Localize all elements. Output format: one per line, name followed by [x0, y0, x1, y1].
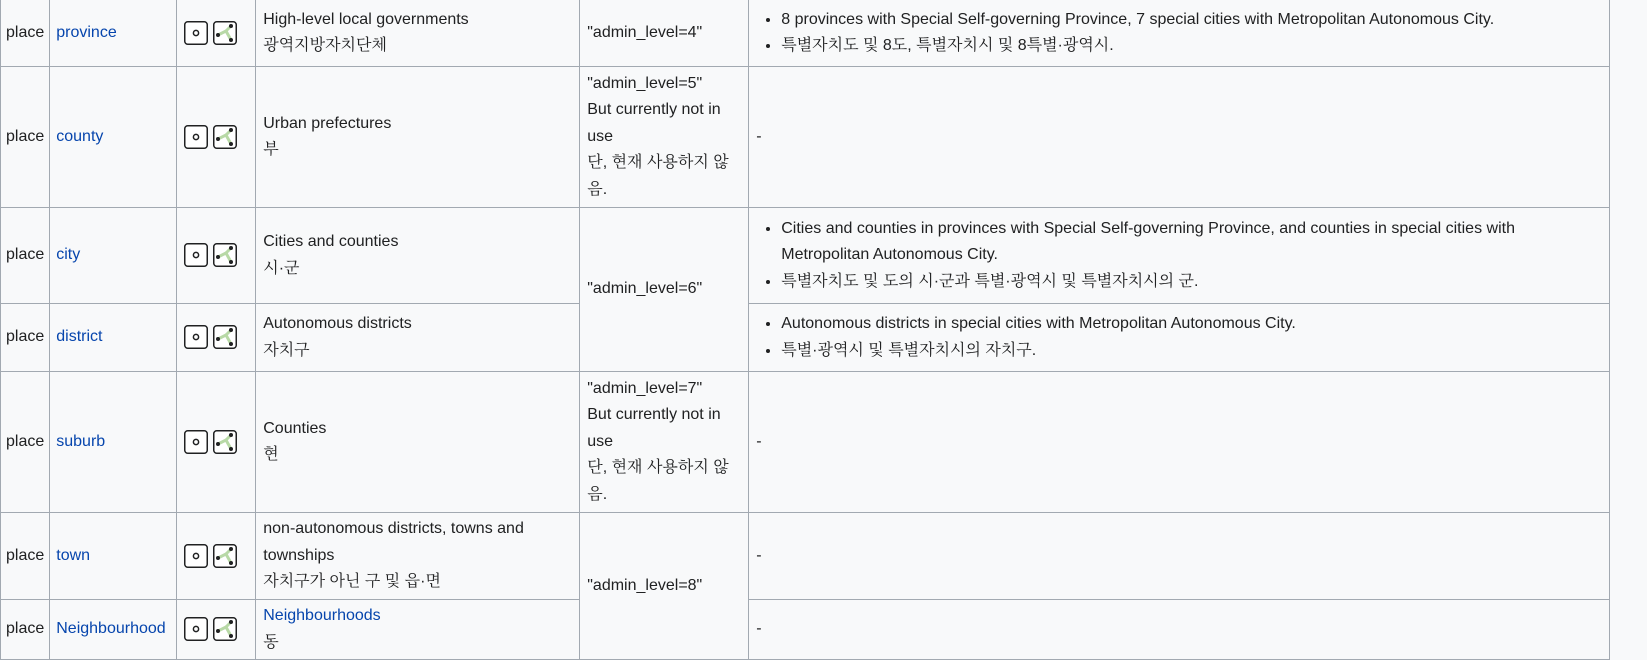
- description-ko: 자치구: [263, 341, 310, 359]
- value-link[interactable]: county: [56, 127, 104, 145]
- table-row: [1, 372, 1610, 513]
- notes-cell: -: [749, 513, 1610, 600]
- value-cell: [50, 372, 177, 513]
- list-item: • 특별자치도 및 8도, 특별자치시 및 8특별·광역시.: [781, 33, 1602, 60]
- tag-line: "admin_level=5": [587, 74, 703, 92]
- value-link[interactable]: town: [56, 546, 91, 564]
- description-en: High-level local governments: [263, 10, 469, 28]
- notes-cell: [749, 208, 1610, 304]
- notes-cell: -: [749, 600, 1610, 660]
- description-cell: [256, 67, 580, 208]
- key-cell: place: [1, 372, 50, 513]
- value-link[interactable]: province: [56, 23, 117, 41]
- list-item: • 8 provinces with Special Self-governing Province, 7 special cities with Metropolitan Autonomous City.: [781, 7, 1602, 34]
- description-link[interactable]: Neighbourhoods: [263, 607, 381, 624]
- tag-line: 음.: [587, 180, 608, 198]
- table-row: [1, 208, 1610, 304]
- list-item: • 특별자치도 및 도의 시·군과 특별·광역시 및 특별자치시의 군.: [781, 269, 1602, 296]
- table-row: [1, 513, 1610, 600]
- key-cell: place: [1, 67, 50, 208]
- table-row: [1, 67, 1610, 208]
- node-icon: [184, 125, 208, 149]
- description-en: Autonomous districts: [263, 315, 412, 332]
- description-cell: [256, 208, 580, 304]
- key-cell: place: [1, 513, 50, 600]
- icons-cell: [177, 513, 256, 600]
- list-item: • 특별·광역시 및 특별자치시의 자치구.: [781, 338, 1602, 365]
- node-icon: [184, 430, 208, 454]
- way-icon: [213, 21, 237, 45]
- description-ko: 시·군: [263, 259, 300, 277]
- value-cell: [50, 208, 177, 304]
- tag-line: "admin_level=7": [587, 379, 703, 397]
- description-ko: 자치구가 아닌 구 및 읍·면: [263, 573, 441, 591]
- tag-cell: [580, 67, 749, 208]
- way-icon: [213, 243, 237, 267]
- description-cell: [256, 0, 580, 67]
- tag-cell: "admin_level=6": [580, 208, 749, 372]
- description-en: townships: [263, 546, 335, 564]
- description-ko: 광역지방자치단체: [263, 37, 387, 54]
- description-en: non-autonomous districts, towns and: [263, 520, 524, 538]
- way-icon: [213, 617, 237, 641]
- tag-line: 단, 현재 사용하지 않: [587, 154, 729, 172]
- value-link[interactable]: district: [56, 328, 103, 346]
- icons-cell: [177, 67, 256, 208]
- description-cell: [256, 513, 580, 600]
- way-icon: [213, 430, 237, 454]
- way-icon: [213, 325, 237, 349]
- way-icon: [213, 125, 237, 149]
- table-row: [1, 304, 1610, 372]
- way-icon: [213, 544, 237, 568]
- description-ko: 동: [263, 633, 279, 651]
- notes-cell: -: [749, 67, 1610, 208]
- icons-cell: [177, 208, 256, 304]
- key-cell: place: [1, 0, 50, 67]
- tag-line: But currently not in: [587, 101, 721, 119]
- table-row: [1, 600, 1610, 660]
- list-item: • Cities and counties in provinces with Special Self-governing Province, and counties in special cities with Metropolitan Autonomous City.: [781, 216, 1602, 269]
- table-row: [1, 0, 1610, 67]
- description-cell: [256, 372, 580, 513]
- notes-cell: [749, 0, 1610, 67]
- notes-list: [756, 311, 1602, 364]
- value-link[interactable]: Neighbourhood: [56, 620, 166, 638]
- notes-cell: [749, 304, 1610, 372]
- description-ko: 부: [263, 141, 279, 158]
- description-cell: [256, 304, 580, 372]
- tag-line: But currently not in: [587, 406, 721, 424]
- tag-line: 음.: [587, 485, 608, 503]
- notes-cell: -: [749, 372, 1610, 513]
- node-icon: [184, 325, 208, 349]
- notes-list: [756, 216, 1602, 296]
- value-link[interactable]: city: [56, 246, 81, 264]
- node-icon: [184, 617, 208, 641]
- node-icon: [184, 21, 208, 45]
- tag-line: use: [587, 432, 614, 450]
- tag-line: use: [587, 127, 614, 145]
- value-cell: [50, 600, 177, 660]
- value-cell: [50, 0, 177, 67]
- icons-cell: [177, 372, 256, 513]
- icons-cell: [177, 600, 256, 660]
- description-cell: [256, 600, 580, 660]
- key-cell: place: [1, 304, 50, 372]
- description-en: Urban prefectures: [263, 114, 392, 132]
- value-link[interactable]: suburb: [56, 432, 106, 450]
- node-icon: [184, 243, 208, 267]
- description-en: Cities and counties: [263, 233, 399, 250]
- notes-list: [756, 7, 1602, 60]
- icons-cell: [177, 304, 256, 372]
- tag-line: 단, 현재 사용하지 않: [587, 459, 729, 477]
- value-cell: [50, 513, 177, 600]
- node-icon: [184, 544, 208, 568]
- tag-cell: "admin_level=8": [580, 513, 749, 660]
- key-cell: place: [1, 208, 50, 304]
- description-ko: 현: [263, 446, 279, 463]
- description-en: Counties: [263, 419, 327, 437]
- value-cell: [50, 304, 177, 372]
- key-cell: place: [1, 600, 50, 660]
- value-cell: [50, 67, 177, 208]
- tag-cell: "admin_level=4": [580, 0, 749, 67]
- tag-cell: [580, 372, 749, 513]
- list-item: • Autonomous districts in special cities with Metropolitan Autonomous City.: [781, 311, 1602, 338]
- icons-cell: [177, 0, 256, 67]
